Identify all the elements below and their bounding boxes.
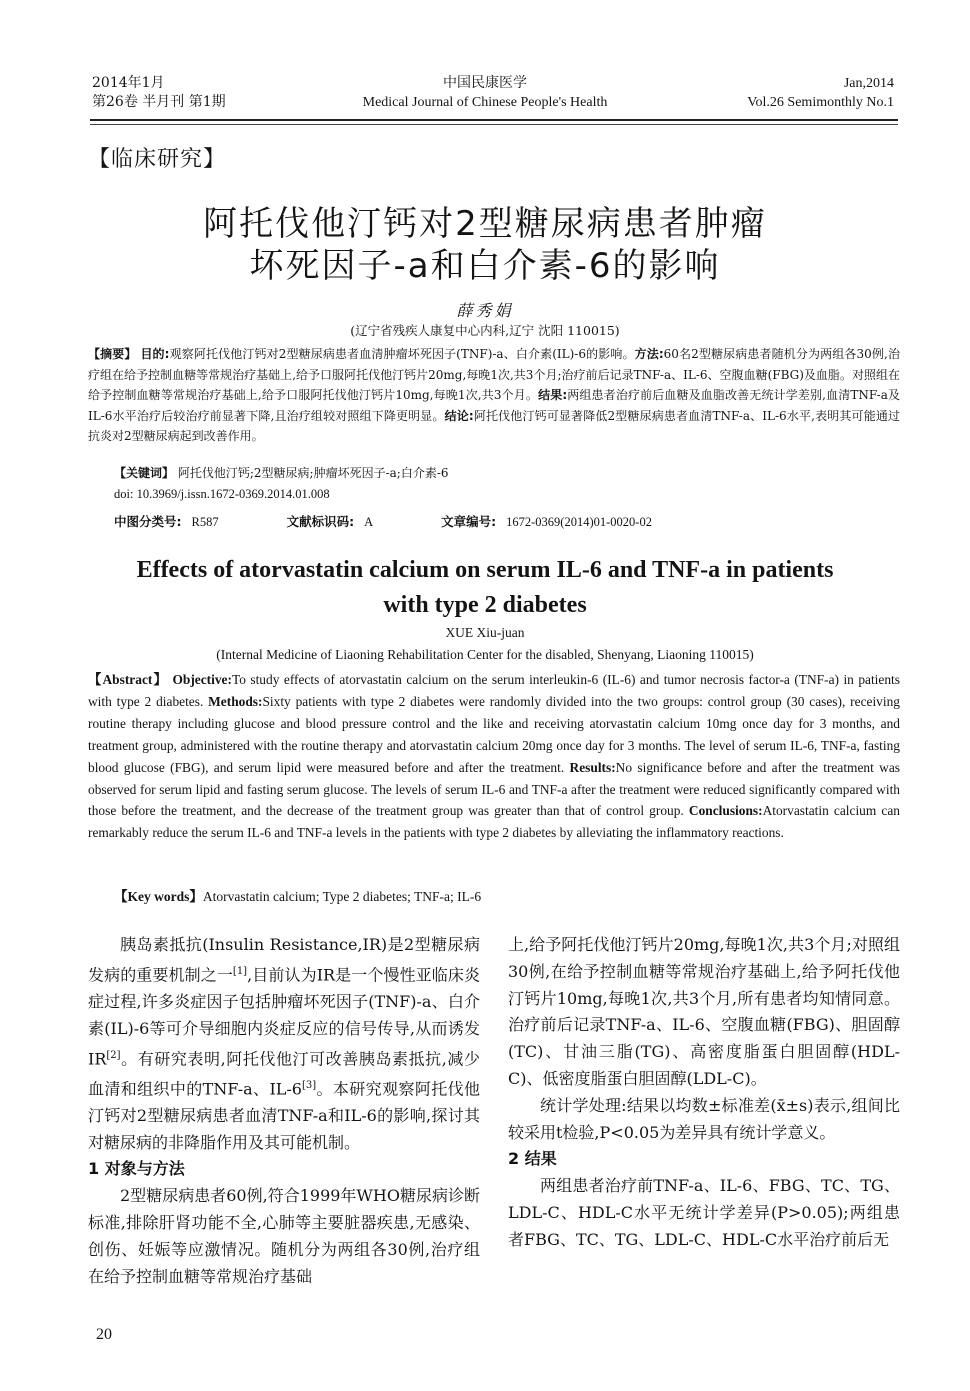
methods-cn: 60名2型糖尿病患者随机分为两组各30例,治疗组在给予控制血糖等常规治疗基础上,给予口服阿托伐他汀钙片20mg,每晚1次,共3个月;治疗前后记录TNF-a、IL-6、空腹血糖(FBG)及血脂。对照组在给予控制血糖等常规治疗基础上,给予口服阿托伐他汀钙片10mg,每晚1次,共3个月。: [88, 347, 900, 402]
citation-3: [3]: [301, 1079, 317, 1091]
author-cn: 薛秀娟: [456, 301, 514, 320]
journal-name-cn: 中国民康医学: [443, 75, 527, 91]
conclusion-cn: 阿托伐他汀钙可显著降低2型糖尿病患者血清TNF-a、IL-6水平,表明其可能通过抗炎对2型糖尿病起到改善作用。: [88, 408, 900, 443]
conclusion-cn-label: 结论:: [444, 408, 474, 423]
keywords-en-label: 【Key words】: [114, 889, 203, 904]
header-rule-thin: [90, 124, 898, 125]
section2-paragraph: 两组患者治疗前TNF-a、IL-6、FBG、TC、TG、LDL-C、HDL-C水平无统计学差异(P>0.05);两组患者FBG、TC、TG、LDL-C、HDL-C水平治疗前后无: [508, 1176, 900, 1249]
results-cn: 两组患者治疗前后血糖及血脂改善无统计学差别,血清TNF-a及IL-6水平治疗后较治疗前显著下降,且治疗组较对照组下降更明显。: [88, 388, 900, 423]
intro-text-a: 胰岛素抵抗(Insulin Resistance,IR)是2型糖尿病发病的重要机制之一: [88, 935, 480, 985]
citation-2: [2]: [106, 1049, 121, 1061]
abstract-en-label: 【Abstract】: [88, 672, 168, 687]
clc-value: R587: [191, 515, 219, 529]
author-en: XUE Xiu-juan: [445, 625, 525, 640]
methods-cn-label: 方法:: [634, 347, 664, 361]
page-number: 20: [96, 1326, 112, 1343]
doc-code-label: 文献标识码:: [286, 514, 355, 529]
header-date-en: Jan,2014: [843, 76, 894, 91]
header-right: [747, 74, 894, 112]
keywords-en-text: Atorvastatin calcium; Type 2 diabetes; TNF-a; IL-6: [202, 889, 482, 904]
journal-name-en: Medical Journal of Chinese People's Health: [362, 95, 608, 110]
abstract-cn-label: 【摘要】: [88, 347, 137, 361]
conclusions-en: Atorvastatin calcium can remarkably reduce the serum IL-6 and TNF-a levels in the patients with type 2 diabetes by alleviating the inflammatory reactions.: [88, 803, 901, 841]
stats-paragraph: 统计学处理:结果以均数±标准差(x̄±s)表示,组间比较采用t检验,P<0.05为差异具有统计学意义。: [508, 1095, 900, 1142]
section2-heading: 2 结果: [508, 1149, 557, 1169]
body-column-left: [88, 932, 480, 1290]
keywords-cn-text: 阿托伐他汀钙;2型糖尿病;肿瘤坏死因子-a;白介素-6: [177, 466, 449, 480]
affiliation-en: (Internal Medicine of Liaoning Rehabilitation Center for the disabled, Shenyang, Liaoning 110015): [216, 647, 754, 662]
body-right: [508, 932, 900, 1254]
objective-cn-label: 目的:: [140, 347, 170, 361]
keywords-cn: [114, 464, 449, 481]
header-date: 2014年1月: [92, 75, 165, 91]
abstract-cn: [88, 344, 900, 447]
doc-code-value: A: [364, 515, 374, 529]
article-no-label: 文章编号:: [441, 514, 497, 529]
clc-label: 中图分类号:: [114, 514, 182, 529]
methods-en-label: Methods:: [208, 693, 263, 709]
methods-en: Sixty patients with type 2 diabetes were randomly divided into the two groups: control group (30 cases), receiving routine therapy including glucose and blood pressure control and the like and receiving atorvastatin calcium 10mg once day for 3 months, and treatment group, administered with the routine therapy and atorvastatin calcium 20mg once day for 3 months. The level of serum IL-6, TNF-a, fasting blood glucose (FBG), and serum lipid were measured before and after the treatment.: [88, 693, 900, 775]
conclusions-en-label: Conclusions:: [688, 803, 763, 819]
affiliation-cn: (辽宁省残疾人康复中心内科,辽宁 沈阳 110015): [350, 323, 620, 338]
section1-heading: 1 对象与方法: [88, 1159, 185, 1179]
intro-text-d: 。本研究观察阿托伐他汀钙对2型糖尿病患者血清TNF-a和IL-6的影响,探讨其对糖尿病的非降脂作用及其可能机制。: [88, 1078, 480, 1152]
article-no-value: 1672-0369(2014)01-0020-02: [506, 515, 652, 529]
section1-continued: 上,给予阿托伐他汀钙片20mg,每晚1次,共3个月;对照组30例,在给予控制血糖等常规治疗基础上,给予阿托伐他汀钙片10mg,每晚1次,共3个月,所有患者均知情同意。治疗前后记录TNF-a、IL-6、空腹血糖(FBG)、胆固醇(TC)、甘油三脂(TG)、高密度脂蛋白胆固醇(HDL-C)、低密度脂蛋白胆固醇(LDL-C)。: [508, 935, 900, 1088]
keywords-cn-label: 【关键词】: [114, 466, 175, 480]
section1-paragraph: 2型糖尿病患者60例,符合1999年WHO糖尿病诊断标准,排除肝肾功能不全,心肺等主要脏器疾患,无感染、创伤、妊娠等应激情况。随机分为两组各30例,治疗组在给予控制血糖等常规治疗基础: [88, 1186, 480, 1286]
results-en-label: Results:: [569, 759, 616, 775]
classification-line: [114, 512, 720, 530]
citation-1: [1]: [232, 965, 248, 977]
title-cn-line2: 坏死因子-a和白介素-6的影响: [249, 246, 721, 286]
results-cn-label: 结果:: [538, 388, 568, 402]
header-volume: 第26卷 半月刊 第1期: [92, 94, 226, 110]
intro-text-c: 。有研究表明,阿托伐他汀可改善胰岛素抵抗,减少血清和组织中的TNF-a、IL-6: [88, 1048, 480, 1098]
objective-en: To study effects of atorvastatin calcium on the serum interleukin-6 (IL-6) and tumor necrosis factor-a (TNF-a) in patients with type 2 diabetes.: [88, 672, 900, 709]
section-label: 【临床研究】: [88, 147, 227, 172]
objective-en-label: Objective:: [172, 672, 232, 687]
results-en: No significance before and after the treatment was observed for serum lipid and fasting serum glucose. The levels of serum IL-6 and TNF-a after the treatment were reduced significantly compared with those before the treatment, and the decrease of the treatment group was greater than that of control group.: [88, 759, 900, 819]
intro-text-b: ,目前认为IR是一个慢性亚临床炎症过程,许多炎症因子包括肿瘤坏死因子(TNF)-a、白介素(IL)-6等可介导细胞内炎症反应的信号传导,从而诱发IR: [88, 965, 480, 1068]
title-cn-line1: 阿托伐他汀钙对2型糖尿病患者肿瘤: [203, 204, 767, 244]
header-volume-en: Vol.26 Semimonthly No.1: [747, 95, 894, 110]
title-en-line1: Effects of atorvastatin calcium on serum IL-6 and TNF-a in patients: [136, 557, 834, 583]
keywords-en: [114, 885, 481, 905]
intro-paragraph: [88, 932, 480, 1156]
doi: doi: 10.3969/j.issn.1672-0369.2014.01.008: [114, 487, 330, 501]
title-en-line2: with type 2 diabetes: [383, 592, 587, 618]
abstract-en: [88, 669, 900, 844]
objective-cn: 观察阿托伐他汀钙对2型糖尿病患者血清肿瘤坏死因子(TNF)-a、白介素(IL)-6的影响。: [169, 347, 635, 361]
header-rule-thick: [90, 119, 898, 121]
